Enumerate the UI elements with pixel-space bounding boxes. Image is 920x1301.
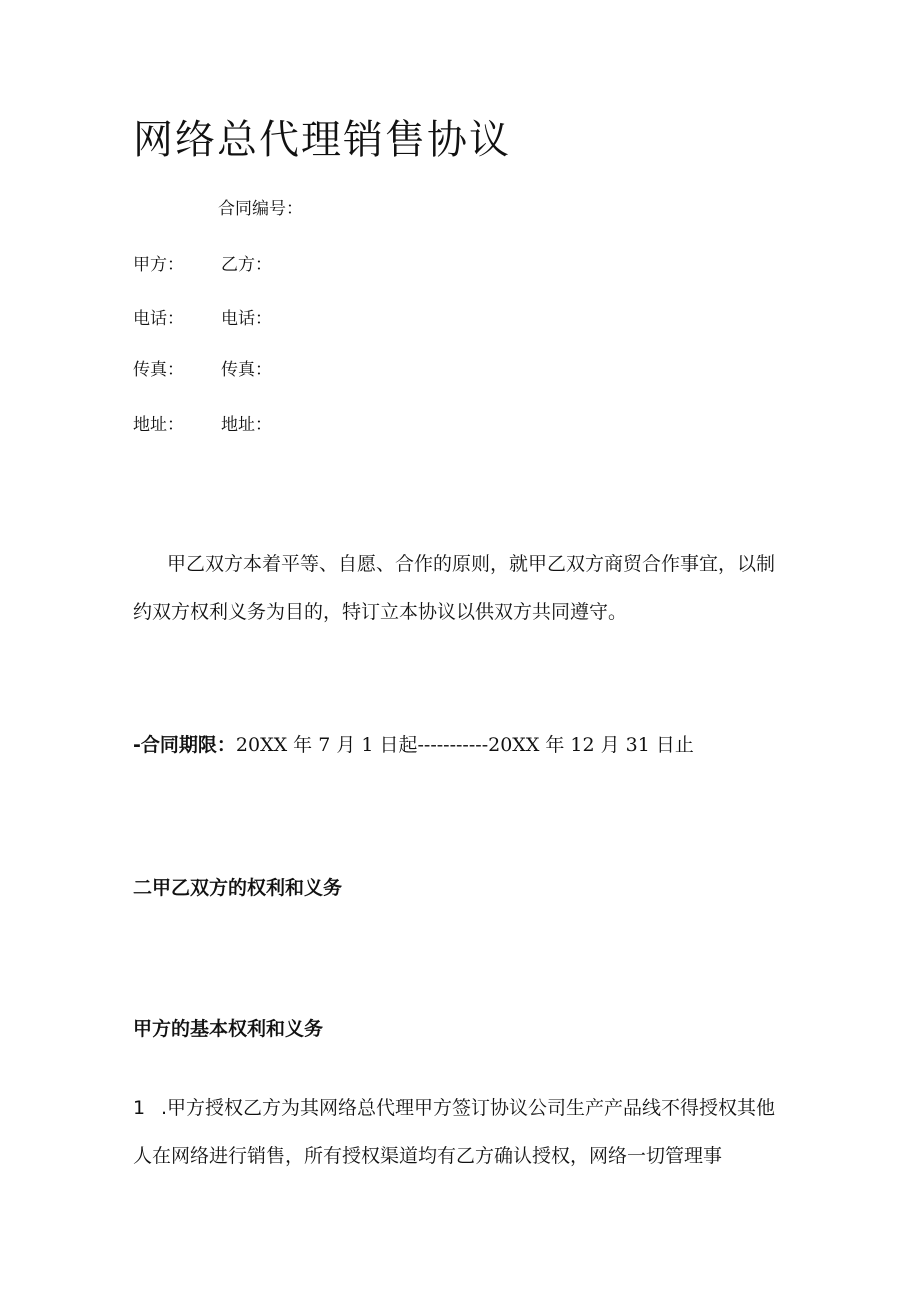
contract-term-value: 20XX 年 7 月 1 日起-----------20XX 年 12 月 31 日止 bbox=[235, 734, 694, 756]
section-heading: 二甲乙双方的权利和义务 bbox=[133, 877, 343, 899]
contract-number-label: 合同编号： bbox=[218, 199, 303, 219]
subsection-heading: 甲方的基本权利和义务 bbox=[133, 1018, 324, 1040]
party-b-fax-label: 传真： bbox=[221, 360, 272, 380]
contract-term-label: -合同期限： bbox=[133, 734, 236, 756]
party-a-name-label: 甲方： bbox=[133, 255, 184, 275]
document-title: 网络总代理销售协议 bbox=[133, 117, 511, 163]
party-a-fax-label: 传真： bbox=[133, 360, 184, 380]
party-b-address-label: 地址： bbox=[221, 415, 272, 435]
party-b-name-label: 乙方： bbox=[221, 255, 272, 275]
contract-term bbox=[133, 730, 694, 757]
preamble-paragraph: 甲乙双方本着平等、自愿、合作的原则，就甲乙双方商贸合作事宜，以制约双方权利义务为目的，特订立本协议以供双方共同遵守。 bbox=[133, 553, 776, 623]
party-a-address-label: 地址： bbox=[133, 415, 184, 435]
party-b-phone-label: 电话： bbox=[221, 309, 272, 329]
clause-1 bbox=[133, 1084, 793, 1180]
clause-text: .甲方授权乙方为其网络总代理甲方签订协议公司生产产品线不得授权其他人在网络进行销售，所有授权渠道均有乙方确认授权，网络一切管理事 bbox=[133, 1097, 776, 1167]
party-a-phone-label: 电话： bbox=[133, 309, 184, 329]
clause-number: 1 bbox=[133, 1097, 146, 1119]
